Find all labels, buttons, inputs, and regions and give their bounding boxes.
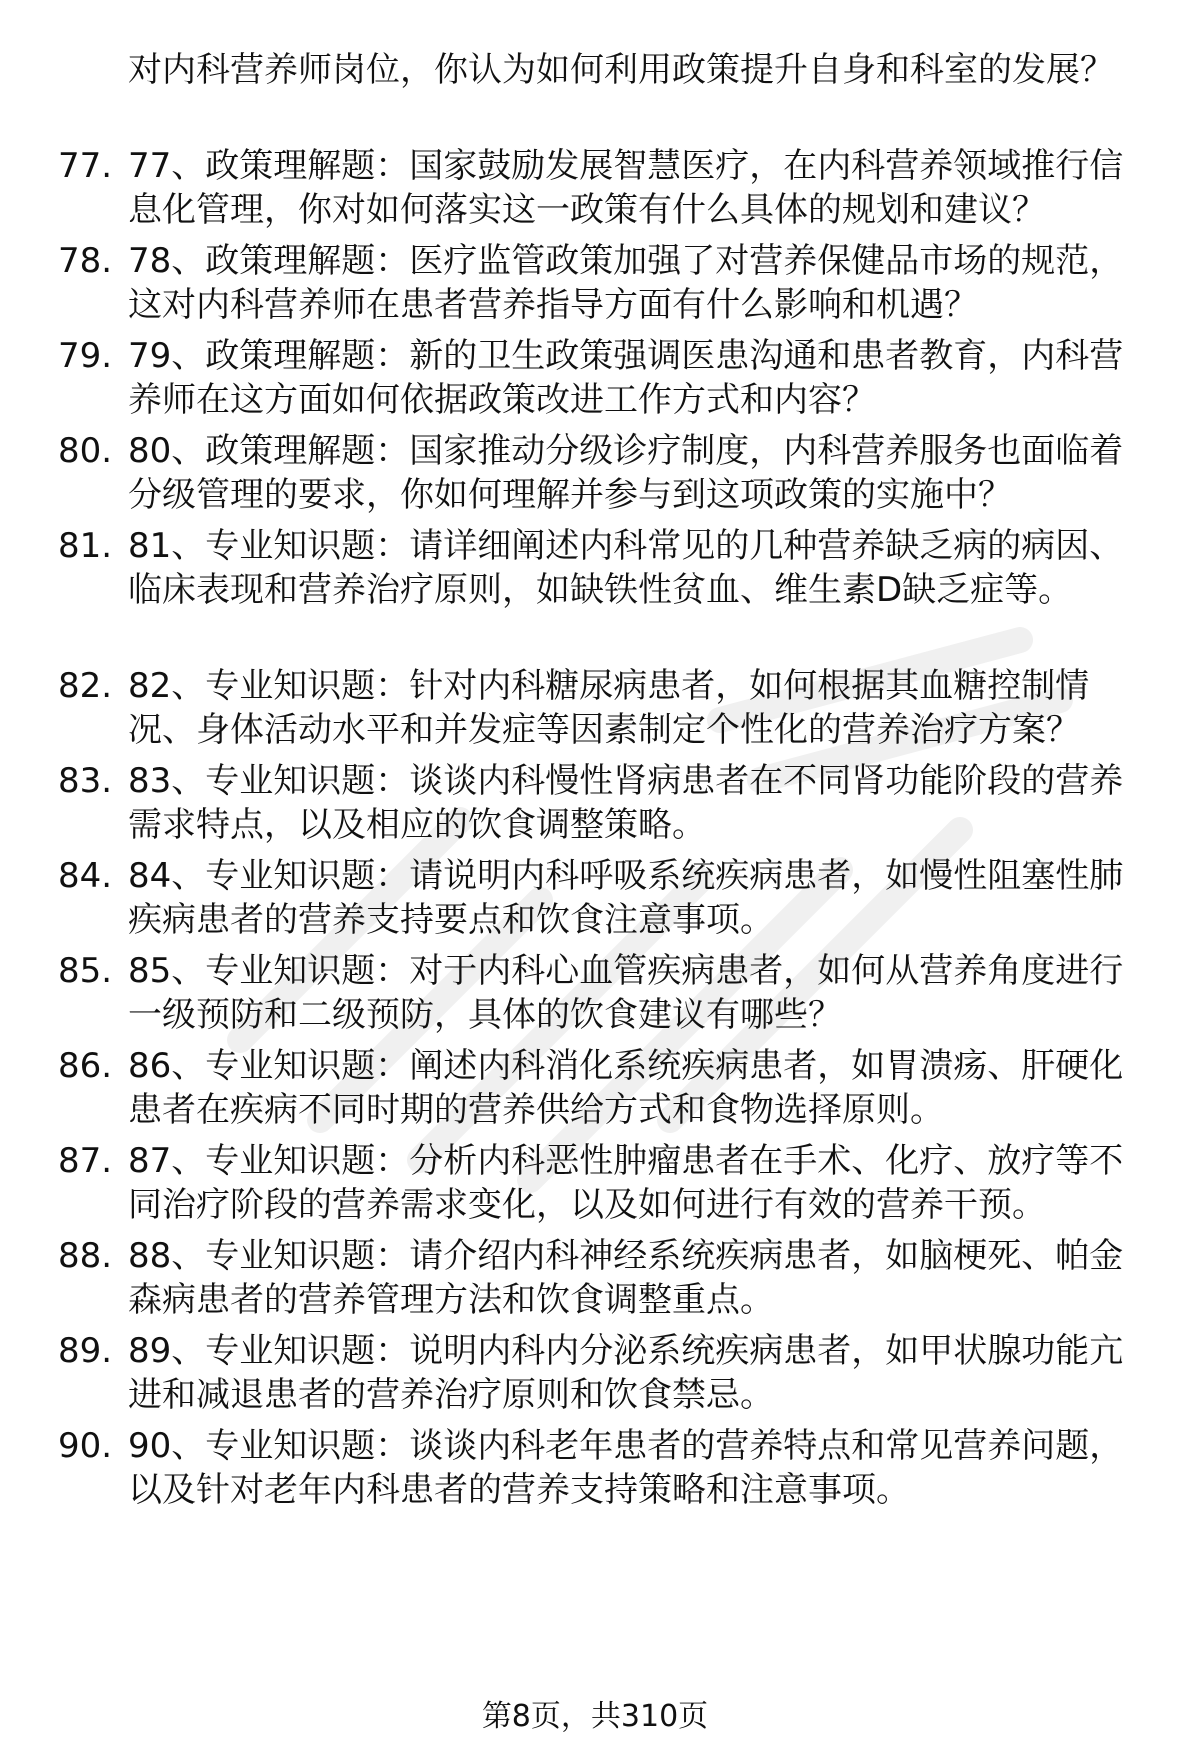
- question-number: 86.: [58, 1046, 113, 1086]
- question-number: 84.: [58, 856, 113, 896]
- page-number-footer: 第8页，共310页: [481, 1699, 709, 1734]
- question-text: 87、专业知识题：分析内科恶性肿瘤患者在手术、化疗、放疗等不同治疗阶段的营养需求变化，以及如何进行有效的营养干预。: [128, 1141, 1124, 1225]
- question-text: 80、政策理解题：国家推动分级诊疗制度，内科营养服务也面临着分级管理的要求，你如何理解并参与到这项政策的实施中？: [128, 431, 1124, 515]
- question-text: 85、专业知识题：对于内科心血管疾病患者，如何从营养角度进行一级预防和二级预防，具体的饮食建议有哪些？: [128, 951, 1124, 1035]
- question-number: 89.: [58, 1331, 113, 1371]
- question-text: 86、专业知识题：阐述内科消化系统疾病患者，如胃溃疡、肝硬化患者在疾病不同时期的营养供给方式和食物选择原则。: [128, 1046, 1124, 1130]
- question-text: 90、专业知识题：谈谈内科老年患者的营养特点和常见营养问题，以及针对老年内科患者的营养支持策略和注意事项。: [128, 1426, 1124, 1510]
- question-text: 84、专业知识题：请说明内科呼吸系统疾病患者，如慢性阻塞性肺疾病患者的营养支持要点和饮食注意事项。: [128, 856, 1124, 940]
- question-number: 90.: [58, 1426, 113, 1466]
- question-number: 87.: [58, 1141, 113, 1181]
- question-text: 83、专业知识题：谈谈内科慢性肾病患者在不同肾功能阶段的营养需求特点，以及相应的饮食调整策略。: [128, 761, 1124, 845]
- question-text: 77、政策理解题：国家鼓励发展智慧医疗，在内科营养领域推行信息化管理，你对如何落实这一政策有什么具体的规划和建议？: [128, 146, 1124, 230]
- question-number: 77.: [58, 146, 113, 186]
- question-text: 81、专业知识题：请详细阐述内科常见的几种营养缺乏病的病因、临床表现和营养治疗原则，如缺铁性贫血、维生素D缺乏症等。: [128, 526, 1124, 610]
- question-number: 83.: [58, 761, 113, 801]
- question-text: 78、政策理解题：医疗监管政策加强了对营养保健品市场的规范，这对内科营养师在患者营养指导方面有什么影响和机遇？: [128, 241, 1124, 325]
- question-text: 89、专业知识题：说明内科内分泌系统疾病患者，如甲状腺功能亢进和减退患者的营养治疗原则和饮食禁忌。: [128, 1331, 1124, 1415]
- question-number: 88.: [58, 1236, 113, 1276]
- question-text: 82、专业知识题：针对内科糖尿病患者，如何根据其血糖控制情况、身体活动水平和并发症等因素制定个性化的营养治疗方案？: [128, 666, 1090, 750]
- question-number: 82.: [58, 666, 113, 706]
- question-text: 88、专业知识题：请介绍内科神经系统疾病患者，如脑梗死、帕金森病患者的营养管理方法和饮食调整重点。: [128, 1236, 1124, 1320]
- question-number: 78.: [58, 241, 113, 281]
- question-number: 81.: [58, 526, 113, 566]
- question-number: 79.: [58, 336, 113, 376]
- question-number: 85.: [58, 951, 113, 991]
- question-number: 80.: [58, 431, 113, 471]
- question-text: 79、政策理解题：新的卫生政策强调医患沟通和患者教育，内科营养师在这方面如何依据政策改进工作方式和内容？: [128, 336, 1124, 420]
- intro-paragraph: 对内科营养师岗位，你认为如何利用政策提升自身和科室的发展？: [128, 50, 1114, 90]
